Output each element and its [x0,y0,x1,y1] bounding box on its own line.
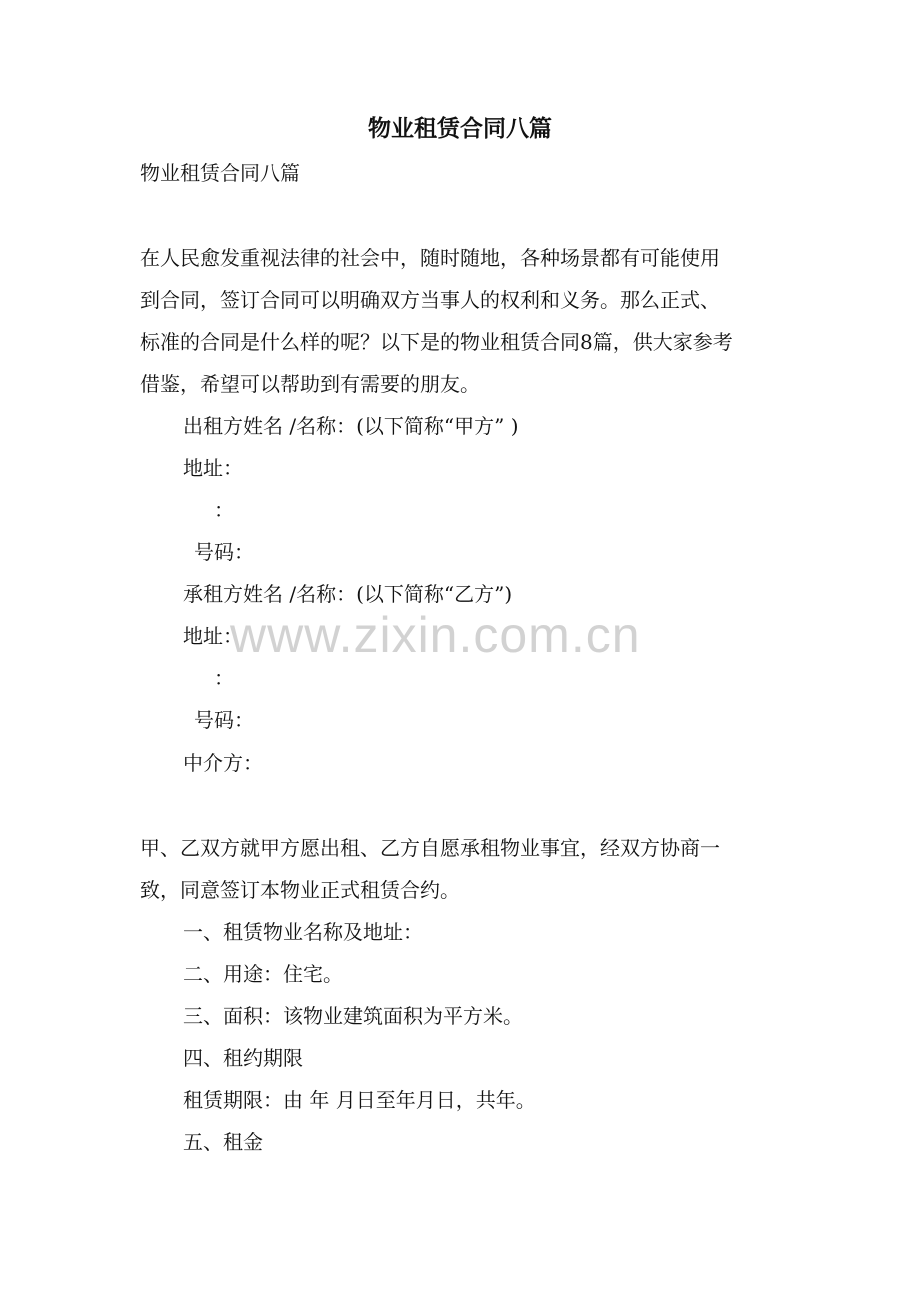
clause-3: 三、面积：该物业建筑面积为平方米。 [183,1004,523,1028]
clause-1: 一、租赁物业名称及地址： [183,920,423,944]
lessor-name-label: 出租方姓名 /名称：(以下简称“甲方” ) [183,414,519,438]
document-title: 物业租赁合同八篇 [368,115,552,142]
clause-5: 五、租金 [183,1130,263,1154]
agent-label: 中介方： [183,751,263,775]
lessee-name-label: 承租方姓名 /名称：(以下简称“乙方”) [183,582,513,606]
agreement-line: 甲、乙双方就甲方愿出租、乙方自愿承租物业事宜，经双方协商一 [140,836,720,860]
watermark: www.zixin.com.cn [230,607,641,663]
intro-line: 标准的合同是什么样的呢？以下是的物业租赁合同8篇，供大家参考 [140,330,733,354]
clause-2: 二、用途：住宅。 [183,962,343,986]
clause-4: 四、租约期限 [183,1046,303,1070]
lessee-number-label: 号码： [194,708,254,732]
clause-4-detail: 租赁期限：由 年 月日至年月日，共年。 [183,1088,536,1112]
lessee-colon: ： [214,666,234,690]
document-subtitle: 物业租赁合同八篇 [140,161,300,185]
lessee-address-label: 地址： [183,624,243,648]
agreement-line: 致，同意签订本物业正式租赁合约。 [140,878,460,902]
intro-line: 借鉴，希望可以帮助到有需要的朋友。 [140,372,480,396]
intro-line: 在人民愈发重视法律的社会中，随时随地，各种场景都有可能使用 [140,246,720,270]
lessor-address-label: 地址： [183,456,243,480]
lessor-number-label: 号码： [194,540,254,564]
intro-line: 到合同，签订合同可以明确双方当事人的权利和义务。那么正式、 [140,288,720,312]
lessor-colon: ： [214,498,234,522]
